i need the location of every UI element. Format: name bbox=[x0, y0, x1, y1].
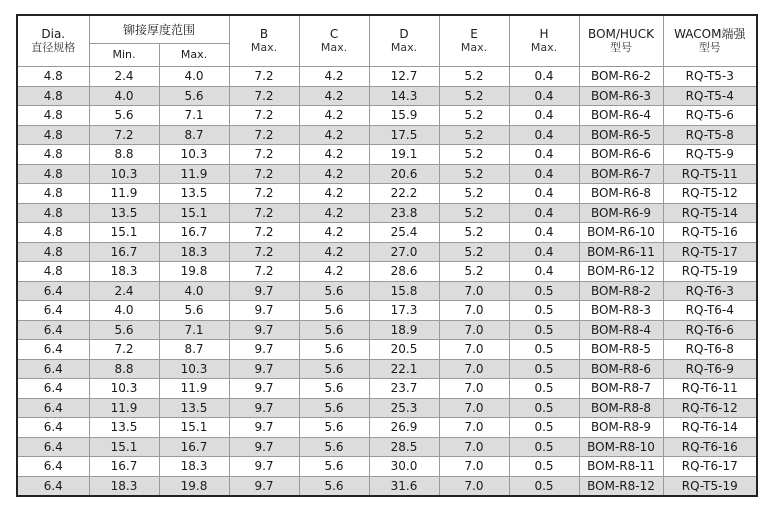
cell-grip-max: 16.7 bbox=[159, 223, 229, 243]
cell-dia: 6.4 bbox=[17, 340, 89, 360]
cell-b-max: 9.7 bbox=[229, 379, 299, 399]
cell-wacom-model: RQ-T5-14 bbox=[663, 203, 757, 223]
cell-b-max: 7.2 bbox=[229, 106, 299, 126]
header-wacom-sub: 型号 bbox=[698, 41, 721, 54]
cell-grip-min: 18.3 bbox=[89, 262, 159, 282]
cell-e-max: 5.2 bbox=[439, 184, 509, 204]
cell-grip-max: 18.3 bbox=[159, 242, 229, 262]
cell-dia: 6.4 bbox=[17, 476, 89, 496]
cell-wacom-model: RQ-T6-16 bbox=[663, 437, 757, 457]
table-row bbox=[17, 340, 757, 360]
cell-grip-max: 5.6 bbox=[159, 86, 229, 106]
table-body bbox=[17, 67, 757, 497]
cell-d-max: 22.1 bbox=[369, 359, 439, 379]
cell-e-max: 7.0 bbox=[439, 281, 509, 301]
header-c-sub: Max. bbox=[320, 41, 348, 54]
cell-grip-max: 15.1 bbox=[159, 203, 229, 223]
cell-grip-min: 10.3 bbox=[89, 379, 159, 399]
cell-bom-model: BOM-R8-2 bbox=[579, 281, 663, 301]
header-e-sub: Max. bbox=[460, 41, 488, 54]
cell-d-max: 31.6 bbox=[369, 476, 439, 496]
cell-dia: 4.8 bbox=[17, 106, 89, 126]
cell-b-max: 9.7 bbox=[229, 320, 299, 340]
table-row bbox=[17, 262, 757, 282]
cell-h-max: 0.4 bbox=[509, 223, 579, 243]
cell-e-max: 7.0 bbox=[439, 301, 509, 321]
cell-h-max: 0.4 bbox=[509, 164, 579, 184]
cell-grip-min: 13.5 bbox=[89, 418, 159, 438]
cell-h-max: 0.4 bbox=[509, 86, 579, 106]
cell-bom-model: BOM-R8-10 bbox=[579, 437, 663, 457]
cell-wacom-model: RQ-T6-12 bbox=[663, 398, 757, 418]
table-row bbox=[17, 281, 757, 301]
cell-grip-min: 7.2 bbox=[89, 340, 159, 360]
cell-d-max: 19.1 bbox=[369, 145, 439, 165]
cell-wacom-model: RQ-T5-16 bbox=[663, 223, 757, 243]
cell-dia: 6.4 bbox=[17, 359, 89, 379]
cell-d-max: 15.8 bbox=[369, 281, 439, 301]
table-row bbox=[17, 359, 757, 379]
cell-c-max: 5.6 bbox=[299, 418, 369, 438]
table-row bbox=[17, 67, 757, 87]
header-dia bbox=[17, 15, 89, 67]
cell-grip-min: 16.7 bbox=[89, 457, 159, 477]
cell-b-max: 7.2 bbox=[229, 223, 299, 243]
cell-bom-model: BOM-R8-4 bbox=[579, 320, 663, 340]
cell-c-max: 5.6 bbox=[299, 340, 369, 360]
cell-e-max: 5.2 bbox=[439, 203, 509, 223]
cell-bom-model: BOM-R6-4 bbox=[579, 106, 663, 126]
cell-grip-max: 13.5 bbox=[159, 184, 229, 204]
header-dia-label: Dia. bbox=[41, 27, 66, 41]
cell-wacom-model: RQ-T6-11 bbox=[663, 379, 757, 399]
cell-grip-min: 2.4 bbox=[89, 67, 159, 87]
cell-d-max: 26.9 bbox=[369, 418, 439, 438]
cell-bom-model: BOM-R8-6 bbox=[579, 359, 663, 379]
cell-h-max: 0.5 bbox=[509, 418, 579, 438]
cell-bom-model: BOM-R6-7 bbox=[579, 164, 663, 184]
table-row bbox=[17, 320, 757, 340]
cell-dia: 6.4 bbox=[17, 418, 89, 438]
header-d-label: D bbox=[399, 27, 409, 41]
header-grip-range: 铆接厚度范围 bbox=[89, 15, 229, 44]
cell-b-max: 7.2 bbox=[229, 125, 299, 145]
cell-c-max: 5.6 bbox=[299, 281, 369, 301]
cell-e-max: 7.0 bbox=[439, 379, 509, 399]
cell-wacom-model: RQ-T6-14 bbox=[663, 418, 757, 438]
cell-dia: 6.4 bbox=[17, 301, 89, 321]
header-b bbox=[229, 15, 299, 67]
cell-dia: 4.8 bbox=[17, 164, 89, 184]
cell-c-max: 4.2 bbox=[299, 164, 369, 184]
cell-wacom-model: RQ-T5-11 bbox=[663, 164, 757, 184]
cell-c-max: 4.2 bbox=[299, 223, 369, 243]
cell-dia: 4.8 bbox=[17, 145, 89, 165]
cell-b-max: 9.7 bbox=[229, 359, 299, 379]
header-wacom-label: WACOM端强 bbox=[674, 27, 746, 41]
cell-e-max: 7.0 bbox=[439, 320, 509, 340]
cell-wacom-model: RQ-T6-3 bbox=[663, 281, 757, 301]
header-grip-min: Min. bbox=[89, 44, 159, 67]
cell-grip-max: 5.6 bbox=[159, 301, 229, 321]
cell-wacom-model: RQ-T6-4 bbox=[663, 301, 757, 321]
cell-c-max: 4.2 bbox=[299, 67, 369, 87]
cell-h-max: 0.5 bbox=[509, 320, 579, 340]
cell-grip-max: 15.1 bbox=[159, 418, 229, 438]
cell-dia: 4.8 bbox=[17, 203, 89, 223]
cell-grip-max: 19.8 bbox=[159, 476, 229, 496]
header-bom bbox=[579, 15, 663, 67]
cell-grip-min: 4.0 bbox=[89, 301, 159, 321]
cell-e-max: 7.0 bbox=[439, 418, 509, 438]
table-header bbox=[17, 15, 757, 67]
header-c bbox=[299, 15, 369, 67]
cell-e-max: 5.2 bbox=[439, 145, 509, 165]
cell-h-max: 0.5 bbox=[509, 437, 579, 457]
cell-h-max: 0.5 bbox=[509, 379, 579, 399]
cell-h-max: 0.4 bbox=[509, 262, 579, 282]
cell-grip-min: 10.3 bbox=[89, 164, 159, 184]
cell-grip-min: 5.6 bbox=[89, 106, 159, 126]
cell-d-max: 28.6 bbox=[369, 262, 439, 282]
cell-d-max: 28.5 bbox=[369, 437, 439, 457]
cell-e-max: 5.2 bbox=[439, 164, 509, 184]
cell-h-max: 0.4 bbox=[509, 184, 579, 204]
cell-grip-min: 13.5 bbox=[89, 203, 159, 223]
cell-e-max: 7.0 bbox=[439, 340, 509, 360]
cell-h-max: 0.4 bbox=[509, 67, 579, 87]
cell-c-max: 5.6 bbox=[299, 457, 369, 477]
cell-c-max: 4.2 bbox=[299, 106, 369, 126]
cell-grip-min: 7.2 bbox=[89, 125, 159, 145]
cell-d-max: 20.5 bbox=[369, 340, 439, 360]
cell-bom-model: BOM-R6-10 bbox=[579, 223, 663, 243]
cell-b-max: 7.2 bbox=[229, 262, 299, 282]
cell-b-max: 9.7 bbox=[229, 281, 299, 301]
cell-c-max: 5.6 bbox=[299, 437, 369, 457]
table-row bbox=[17, 125, 757, 145]
cell-h-max: 0.4 bbox=[509, 125, 579, 145]
cell-dia: 6.4 bbox=[17, 320, 89, 340]
cell-grip-min: 8.8 bbox=[89, 145, 159, 165]
cell-bom-model: BOM-R6-11 bbox=[579, 242, 663, 262]
header-bom-label: BOM/HUCK bbox=[588, 27, 654, 41]
cell-c-max: 4.2 bbox=[299, 203, 369, 223]
cell-grip-min: 11.9 bbox=[89, 184, 159, 204]
cell-b-max: 9.7 bbox=[229, 437, 299, 457]
cell-h-max: 0.5 bbox=[509, 340, 579, 360]
cell-bom-model: BOM-R6-2 bbox=[579, 67, 663, 87]
cell-b-max: 7.2 bbox=[229, 164, 299, 184]
cell-bom-model: BOM-R8-3 bbox=[579, 301, 663, 321]
cell-c-max: 4.2 bbox=[299, 125, 369, 145]
cell-d-max: 15.9 bbox=[369, 106, 439, 126]
header-bom-sub: 型号 bbox=[610, 41, 633, 54]
cell-b-max: 7.2 bbox=[229, 242, 299, 262]
cell-b-max: 7.2 bbox=[229, 145, 299, 165]
cell-wacom-model: RQ-T6-8 bbox=[663, 340, 757, 360]
cell-grip-max: 13.5 bbox=[159, 398, 229, 418]
cell-b-max: 7.2 bbox=[229, 86, 299, 106]
header-grip-max: Max. bbox=[159, 44, 229, 67]
cell-d-max: 20.6 bbox=[369, 164, 439, 184]
cell-wacom-model: RQ-T5-8 bbox=[663, 125, 757, 145]
cell-e-max: 5.2 bbox=[439, 67, 509, 87]
header-h-label: H bbox=[539, 27, 549, 41]
cell-grip-min: 11.9 bbox=[89, 398, 159, 418]
cell-e-max: 5.2 bbox=[439, 106, 509, 126]
cell-b-max: 7.2 bbox=[229, 203, 299, 223]
cell-d-max: 22.2 bbox=[369, 184, 439, 204]
cell-dia: 6.4 bbox=[17, 281, 89, 301]
header-e bbox=[439, 15, 509, 67]
cell-grip-min: 4.0 bbox=[89, 86, 159, 106]
table-row bbox=[17, 203, 757, 223]
cell-wacom-model: RQ-T5-6 bbox=[663, 106, 757, 126]
cell-wacom-model: RQ-T5-4 bbox=[663, 86, 757, 106]
cell-e-max: 5.2 bbox=[439, 242, 509, 262]
cell-d-max: 25.4 bbox=[369, 223, 439, 243]
cell-grip-max: 18.3 bbox=[159, 457, 229, 477]
table-row bbox=[17, 106, 757, 126]
cell-d-max: 30.0 bbox=[369, 457, 439, 477]
cell-e-max: 5.2 bbox=[439, 262, 509, 282]
cell-grip-max: 19.8 bbox=[159, 262, 229, 282]
cell-c-max: 4.2 bbox=[299, 242, 369, 262]
table-row bbox=[17, 301, 757, 321]
cell-grip-max: 7.1 bbox=[159, 106, 229, 126]
cell-e-max: 7.0 bbox=[439, 476, 509, 496]
cell-wacom-model: RQ-T5-9 bbox=[663, 145, 757, 165]
table-row bbox=[17, 437, 757, 457]
cell-b-max: 9.7 bbox=[229, 418, 299, 438]
header-b-label: B bbox=[259, 27, 269, 41]
cell-grip-max: 4.0 bbox=[159, 281, 229, 301]
cell-h-max: 0.5 bbox=[509, 398, 579, 418]
header-d-sub: Max. bbox=[390, 41, 418, 54]
cell-c-max: 5.6 bbox=[299, 359, 369, 379]
cell-bom-model: BOM-R8-9 bbox=[579, 418, 663, 438]
cell-dia: 4.8 bbox=[17, 223, 89, 243]
cell-wacom-model: RQ-T6-9 bbox=[663, 359, 757, 379]
cell-bom-model: BOM-R6-9 bbox=[579, 203, 663, 223]
cell-h-max: 0.5 bbox=[509, 301, 579, 321]
cell-b-max: 9.7 bbox=[229, 398, 299, 418]
cell-wacom-model: RQ-T6-6 bbox=[663, 320, 757, 340]
cell-grip-max: 8.7 bbox=[159, 340, 229, 360]
cell-grip-max: 11.9 bbox=[159, 379, 229, 399]
cell-dia: 4.8 bbox=[17, 86, 89, 106]
cell-c-max: 5.6 bbox=[299, 301, 369, 321]
cell-e-max: 7.0 bbox=[439, 457, 509, 477]
cell-b-max: 7.2 bbox=[229, 67, 299, 87]
cell-h-max: 0.4 bbox=[509, 203, 579, 223]
cell-grip-min: 15.1 bbox=[89, 437, 159, 457]
cell-c-max: 5.6 bbox=[299, 320, 369, 340]
cell-d-max: 18.9 bbox=[369, 320, 439, 340]
cell-grip-max: 10.3 bbox=[159, 145, 229, 165]
header-b-sub: Max. bbox=[250, 41, 278, 54]
cell-d-max: 23.7 bbox=[369, 379, 439, 399]
header-h bbox=[509, 15, 579, 67]
cell-dia: 4.8 bbox=[17, 242, 89, 262]
cell-grip-max: 8.7 bbox=[159, 125, 229, 145]
cell-d-max: 14.3 bbox=[369, 86, 439, 106]
spec-table-container bbox=[16, 14, 756, 497]
cell-c-max: 4.2 bbox=[299, 86, 369, 106]
header-dia-cn: 直径规格 bbox=[31, 41, 76, 54]
cell-dia: 4.8 bbox=[17, 184, 89, 204]
cell-b-max: 9.7 bbox=[229, 476, 299, 496]
table-row bbox=[17, 184, 757, 204]
table-row bbox=[17, 164, 757, 184]
cell-bom-model: BOM-R8-11 bbox=[579, 457, 663, 477]
table-row bbox=[17, 398, 757, 418]
cell-b-max: 7.2 bbox=[229, 184, 299, 204]
cell-grip-min: 16.7 bbox=[89, 242, 159, 262]
cell-dia: 6.4 bbox=[17, 457, 89, 477]
cell-bom-model: BOM-R6-3 bbox=[579, 86, 663, 106]
cell-wacom-model: RQ-T5-3 bbox=[663, 67, 757, 87]
cell-bom-model: BOM-R6-8 bbox=[579, 184, 663, 204]
cell-bom-model: BOM-R6-5 bbox=[579, 125, 663, 145]
cell-dia: 6.4 bbox=[17, 398, 89, 418]
cell-grip-max: 4.0 bbox=[159, 67, 229, 87]
cell-c-max: 5.6 bbox=[299, 398, 369, 418]
cell-d-max: 23.8 bbox=[369, 203, 439, 223]
cell-h-max: 0.5 bbox=[509, 476, 579, 496]
cell-h-max: 0.4 bbox=[509, 145, 579, 165]
table-row bbox=[17, 86, 757, 106]
cell-wacom-model: RQ-T5-19 bbox=[663, 262, 757, 282]
cell-dia: 6.4 bbox=[17, 437, 89, 457]
cell-dia: 4.8 bbox=[17, 67, 89, 87]
cell-bom-model: BOM-R8-5 bbox=[579, 340, 663, 360]
cell-bom-model: BOM-R6-12 bbox=[579, 262, 663, 282]
rivet-spec-table bbox=[16, 14, 758, 497]
cell-h-max: 0.5 bbox=[509, 457, 579, 477]
cell-bom-model: BOM-R8-7 bbox=[579, 379, 663, 399]
cell-bom-model: BOM-R8-12 bbox=[579, 476, 663, 496]
cell-e-max: 7.0 bbox=[439, 359, 509, 379]
cell-grip-min: 18.3 bbox=[89, 476, 159, 496]
table-row bbox=[17, 379, 757, 399]
cell-c-max: 4.2 bbox=[299, 145, 369, 165]
table-row bbox=[17, 476, 757, 496]
cell-e-max: 5.2 bbox=[439, 86, 509, 106]
cell-c-max: 5.6 bbox=[299, 476, 369, 496]
cell-d-max: 17.3 bbox=[369, 301, 439, 321]
table-row bbox=[17, 145, 757, 165]
table-row bbox=[17, 223, 757, 243]
cell-bom-model: BOM-R8-8 bbox=[579, 398, 663, 418]
cell-e-max: 7.0 bbox=[439, 398, 509, 418]
cell-wacom-model: RQ-T5-17 bbox=[663, 242, 757, 262]
cell-dia: 6.4 bbox=[17, 379, 89, 399]
cell-dia: 4.8 bbox=[17, 262, 89, 282]
cell-h-max: 0.4 bbox=[509, 106, 579, 126]
cell-b-max: 9.7 bbox=[229, 340, 299, 360]
table-row bbox=[17, 418, 757, 438]
table-row bbox=[17, 457, 757, 477]
cell-wacom-model: RQ-T5-12 bbox=[663, 184, 757, 204]
cell-d-max: 12.7 bbox=[369, 67, 439, 87]
cell-grip-max: 7.1 bbox=[159, 320, 229, 340]
cell-e-max: 5.2 bbox=[439, 223, 509, 243]
header-c-label: C bbox=[329, 27, 339, 41]
cell-d-max: 17.5 bbox=[369, 125, 439, 145]
header-e-label: E bbox=[470, 27, 478, 41]
cell-bom-model: BOM-R6-6 bbox=[579, 145, 663, 165]
header-d bbox=[369, 15, 439, 67]
cell-c-max: 4.2 bbox=[299, 184, 369, 204]
cell-grip-min: 5.6 bbox=[89, 320, 159, 340]
cell-grip-min: 2.4 bbox=[89, 281, 159, 301]
cell-grip-max: 10.3 bbox=[159, 359, 229, 379]
cell-grip-max: 11.9 bbox=[159, 164, 229, 184]
cell-grip-max: 16.7 bbox=[159, 437, 229, 457]
header-wacom bbox=[663, 15, 757, 67]
cell-grip-min: 15.1 bbox=[89, 223, 159, 243]
header-h-sub: Max. bbox=[530, 41, 558, 54]
cell-b-max: 9.7 bbox=[229, 301, 299, 321]
cell-e-max: 5.2 bbox=[439, 125, 509, 145]
table-row bbox=[17, 242, 757, 262]
cell-h-max: 0.5 bbox=[509, 281, 579, 301]
cell-dia: 4.8 bbox=[17, 125, 89, 145]
cell-wacom-model: RQ-T6-17 bbox=[663, 457, 757, 477]
cell-d-max: 25.3 bbox=[369, 398, 439, 418]
cell-h-max: 0.5 bbox=[509, 359, 579, 379]
cell-grip-min: 8.8 bbox=[89, 359, 159, 379]
cell-c-max: 4.2 bbox=[299, 262, 369, 282]
cell-b-max: 9.7 bbox=[229, 457, 299, 477]
cell-d-max: 27.0 bbox=[369, 242, 439, 262]
cell-wacom-model: RQ-T5-19 bbox=[663, 476, 757, 496]
cell-e-max: 7.0 bbox=[439, 437, 509, 457]
cell-h-max: 0.4 bbox=[509, 242, 579, 262]
cell-c-max: 5.6 bbox=[299, 379, 369, 399]
